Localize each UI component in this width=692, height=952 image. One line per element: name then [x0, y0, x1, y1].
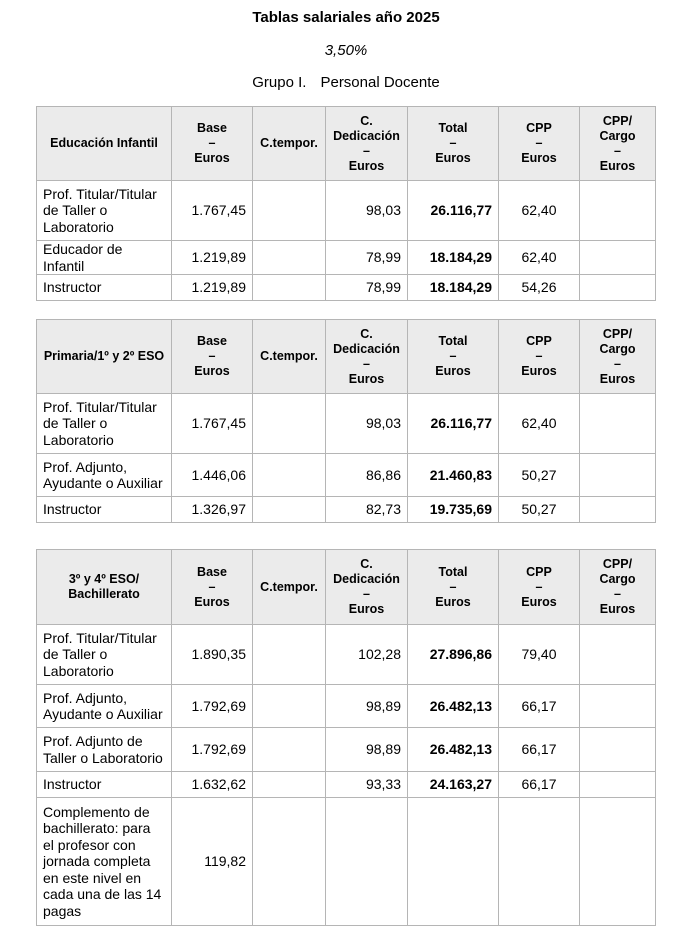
cpp-cell: 62,40	[499, 181, 580, 241]
category-heading: Educación Infantil	[37, 107, 172, 181]
cpp-cell: 50,27	[499, 497, 580, 523]
base-cell: 1.792,69	[172, 728, 253, 772]
table-header-row	[37, 550, 656, 625]
table-header-row	[37, 320, 656, 394]
row-label: Educador de Infantil	[37, 241, 172, 275]
total-cell: 18.184,29	[408, 241, 499, 275]
col-base-header: Base – Euros	[172, 320, 253, 394]
table-row	[37, 275, 656, 301]
row-label: Instructor	[37, 275, 172, 301]
cpp-cell: 50,27	[499, 454, 580, 497]
ctemp-cell	[253, 454, 326, 497]
col-cppcargo-header: CPP/ Cargo – Euros	[580, 550, 656, 625]
col-cded-header: C. Dedicación – Euros	[326, 107, 408, 181]
cded-cell: 98,89	[326, 728, 408, 772]
table-row	[37, 394, 656, 454]
col-cded-header: C. Dedicación – Euros	[326, 550, 408, 625]
base-cell: 1.219,89	[172, 241, 253, 275]
base-cell: 1.219,89	[172, 275, 253, 301]
cpp-cell: 66,17	[499, 685, 580, 728]
cded-cell: 98,03	[326, 394, 408, 454]
cded-cell: 98,89	[326, 685, 408, 728]
salary-table-infantil	[36, 106, 656, 301]
ctemp-cell	[253, 241, 326, 275]
col-total-header: Total – Euros	[408, 107, 499, 181]
cded-cell: 78,99	[326, 275, 408, 301]
cppcargo-cell	[580, 625, 656, 685]
col-base-header: Base – Euros	[172, 107, 253, 181]
col-cpp-header: CPP – Euros	[499, 107, 580, 181]
row-label: Prof. Titular/Titular de Taller o Laboratorio	[37, 394, 172, 454]
row-label: Prof. Adjunto, Ayudante o Auxiliar	[37, 454, 172, 497]
cpp-cell	[499, 798, 580, 926]
total-cell: 26.482,13	[408, 685, 499, 728]
total-cell: 21.460,83	[408, 454, 499, 497]
table-row	[37, 772, 656, 798]
total-cell: 18.184,29	[408, 275, 499, 301]
ctemp-cell	[253, 394, 326, 454]
base-cell: 1.767,45	[172, 394, 253, 454]
group-name: Personal Docente	[320, 74, 440, 91]
base-cell: 1.767,45	[172, 181, 253, 241]
col-ctemp-header: C.tempor.	[253, 107, 326, 181]
cded-cell: 86,86	[326, 454, 408, 497]
base-cell: 1.890,35	[172, 625, 253, 685]
cpp-cell: 62,40	[499, 241, 580, 275]
col-cppcargo-header: CPP/ Cargo – Euros	[580, 320, 656, 394]
base-cell: 1.446,06	[172, 454, 253, 497]
total-cell: 26.482,13	[408, 728, 499, 772]
table-row	[37, 181, 656, 241]
cppcargo-cell	[580, 394, 656, 454]
cppcargo-cell	[580, 685, 656, 728]
col-ctemp-header: C.tempor.	[253, 550, 326, 625]
total-cell: 26.116,77	[408, 181, 499, 241]
salary-table-primaria	[36, 319, 656, 523]
base-cell: 1.326,97	[172, 497, 253, 523]
cppcargo-cell	[580, 241, 656, 275]
row-label: Prof. Titular/Titular de Taller o Laboratorio	[37, 181, 172, 241]
ctemp-cell	[253, 275, 326, 301]
cpp-cell: 66,17	[499, 772, 580, 798]
cppcargo-cell	[580, 454, 656, 497]
cppcargo-cell	[580, 772, 656, 798]
table-row	[37, 454, 656, 497]
cded-cell	[326, 798, 408, 926]
cpp-cell: 54,26	[499, 275, 580, 301]
col-cppcargo-header: CPP/ Cargo – Euros	[580, 107, 656, 181]
col-cpp-header: CPP – Euros	[499, 550, 580, 625]
col-ctemp-header: C.tempor.	[253, 320, 326, 394]
cded-cell: 102,28	[326, 625, 408, 685]
col-total-header: Total – Euros	[408, 320, 499, 394]
total-cell: 27.896,86	[408, 625, 499, 685]
table-row	[37, 685, 656, 728]
cded-cell: 93,33	[326, 772, 408, 798]
row-label: Instructor	[37, 772, 172, 798]
total-cell	[408, 798, 499, 926]
base-cell: 119,82	[172, 798, 253, 926]
page-title: Tablas salariales año 2025	[252, 9, 440, 26]
group-heading	[0, 74, 692, 91]
row-label: Prof. Adjunto, Ayudante o Auxiliar	[37, 685, 172, 728]
total-cell: 26.116,77	[408, 394, 499, 454]
category-heading: Primaria/1º y 2º ESO	[37, 320, 172, 394]
cppcargo-cell	[580, 497, 656, 523]
col-cded-header: C. Dedicación – Euros	[326, 320, 408, 394]
col-base-header: Base – Euros	[172, 550, 253, 625]
ctemp-cell	[253, 625, 326, 685]
table-row	[37, 497, 656, 523]
row-label: Prof. Titular/Titular de Taller o Laboratorio	[37, 625, 172, 685]
table-row	[37, 798, 656, 926]
total-cell: 24.163,27	[408, 772, 499, 798]
table-row	[37, 625, 656, 685]
ctemp-cell	[253, 497, 326, 523]
ctemp-cell	[253, 181, 326, 241]
category-heading: 3º y 4º ESO/ Bachillerato	[37, 550, 172, 625]
col-total-header: Total – Euros	[408, 550, 499, 625]
cppcargo-cell	[580, 728, 656, 772]
ctemp-cell	[253, 772, 326, 798]
salary-table-bachillerato	[36, 549, 656, 926]
base-cell: 1.632,62	[172, 772, 253, 798]
ctemp-cell	[253, 685, 326, 728]
row-label: Complemento de bachillerato: para el profesor con jornada completa en este nivel en cada una de las 14 pagas	[37, 798, 172, 926]
col-cpp-header: CPP – Euros	[499, 320, 580, 394]
table-header-row	[37, 107, 656, 181]
ctemp-cell	[253, 728, 326, 772]
cded-cell: 82,73	[326, 497, 408, 523]
cpp-cell: 79,40	[499, 625, 580, 685]
table-row	[37, 241, 656, 275]
row-label: Instructor	[37, 497, 172, 523]
cded-cell: 78,99	[326, 241, 408, 275]
percentage-subtitle: 3,50%	[324, 42, 368, 59]
base-cell: 1.792,69	[172, 685, 253, 728]
cpp-cell: 66,17	[499, 728, 580, 772]
cpp-cell: 62,40	[499, 394, 580, 454]
table-row	[37, 728, 656, 772]
total-cell: 19.735,69	[408, 497, 499, 523]
cppcargo-cell	[580, 798, 656, 926]
ctemp-cell	[253, 798, 326, 926]
cppcargo-cell	[580, 275, 656, 301]
row-label: Prof. Adjunto de Taller o Laboratorio	[37, 728, 172, 772]
cppcargo-cell	[580, 181, 656, 241]
group-code: Grupo I.	[252, 74, 307, 91]
cded-cell: 98,03	[326, 181, 408, 241]
